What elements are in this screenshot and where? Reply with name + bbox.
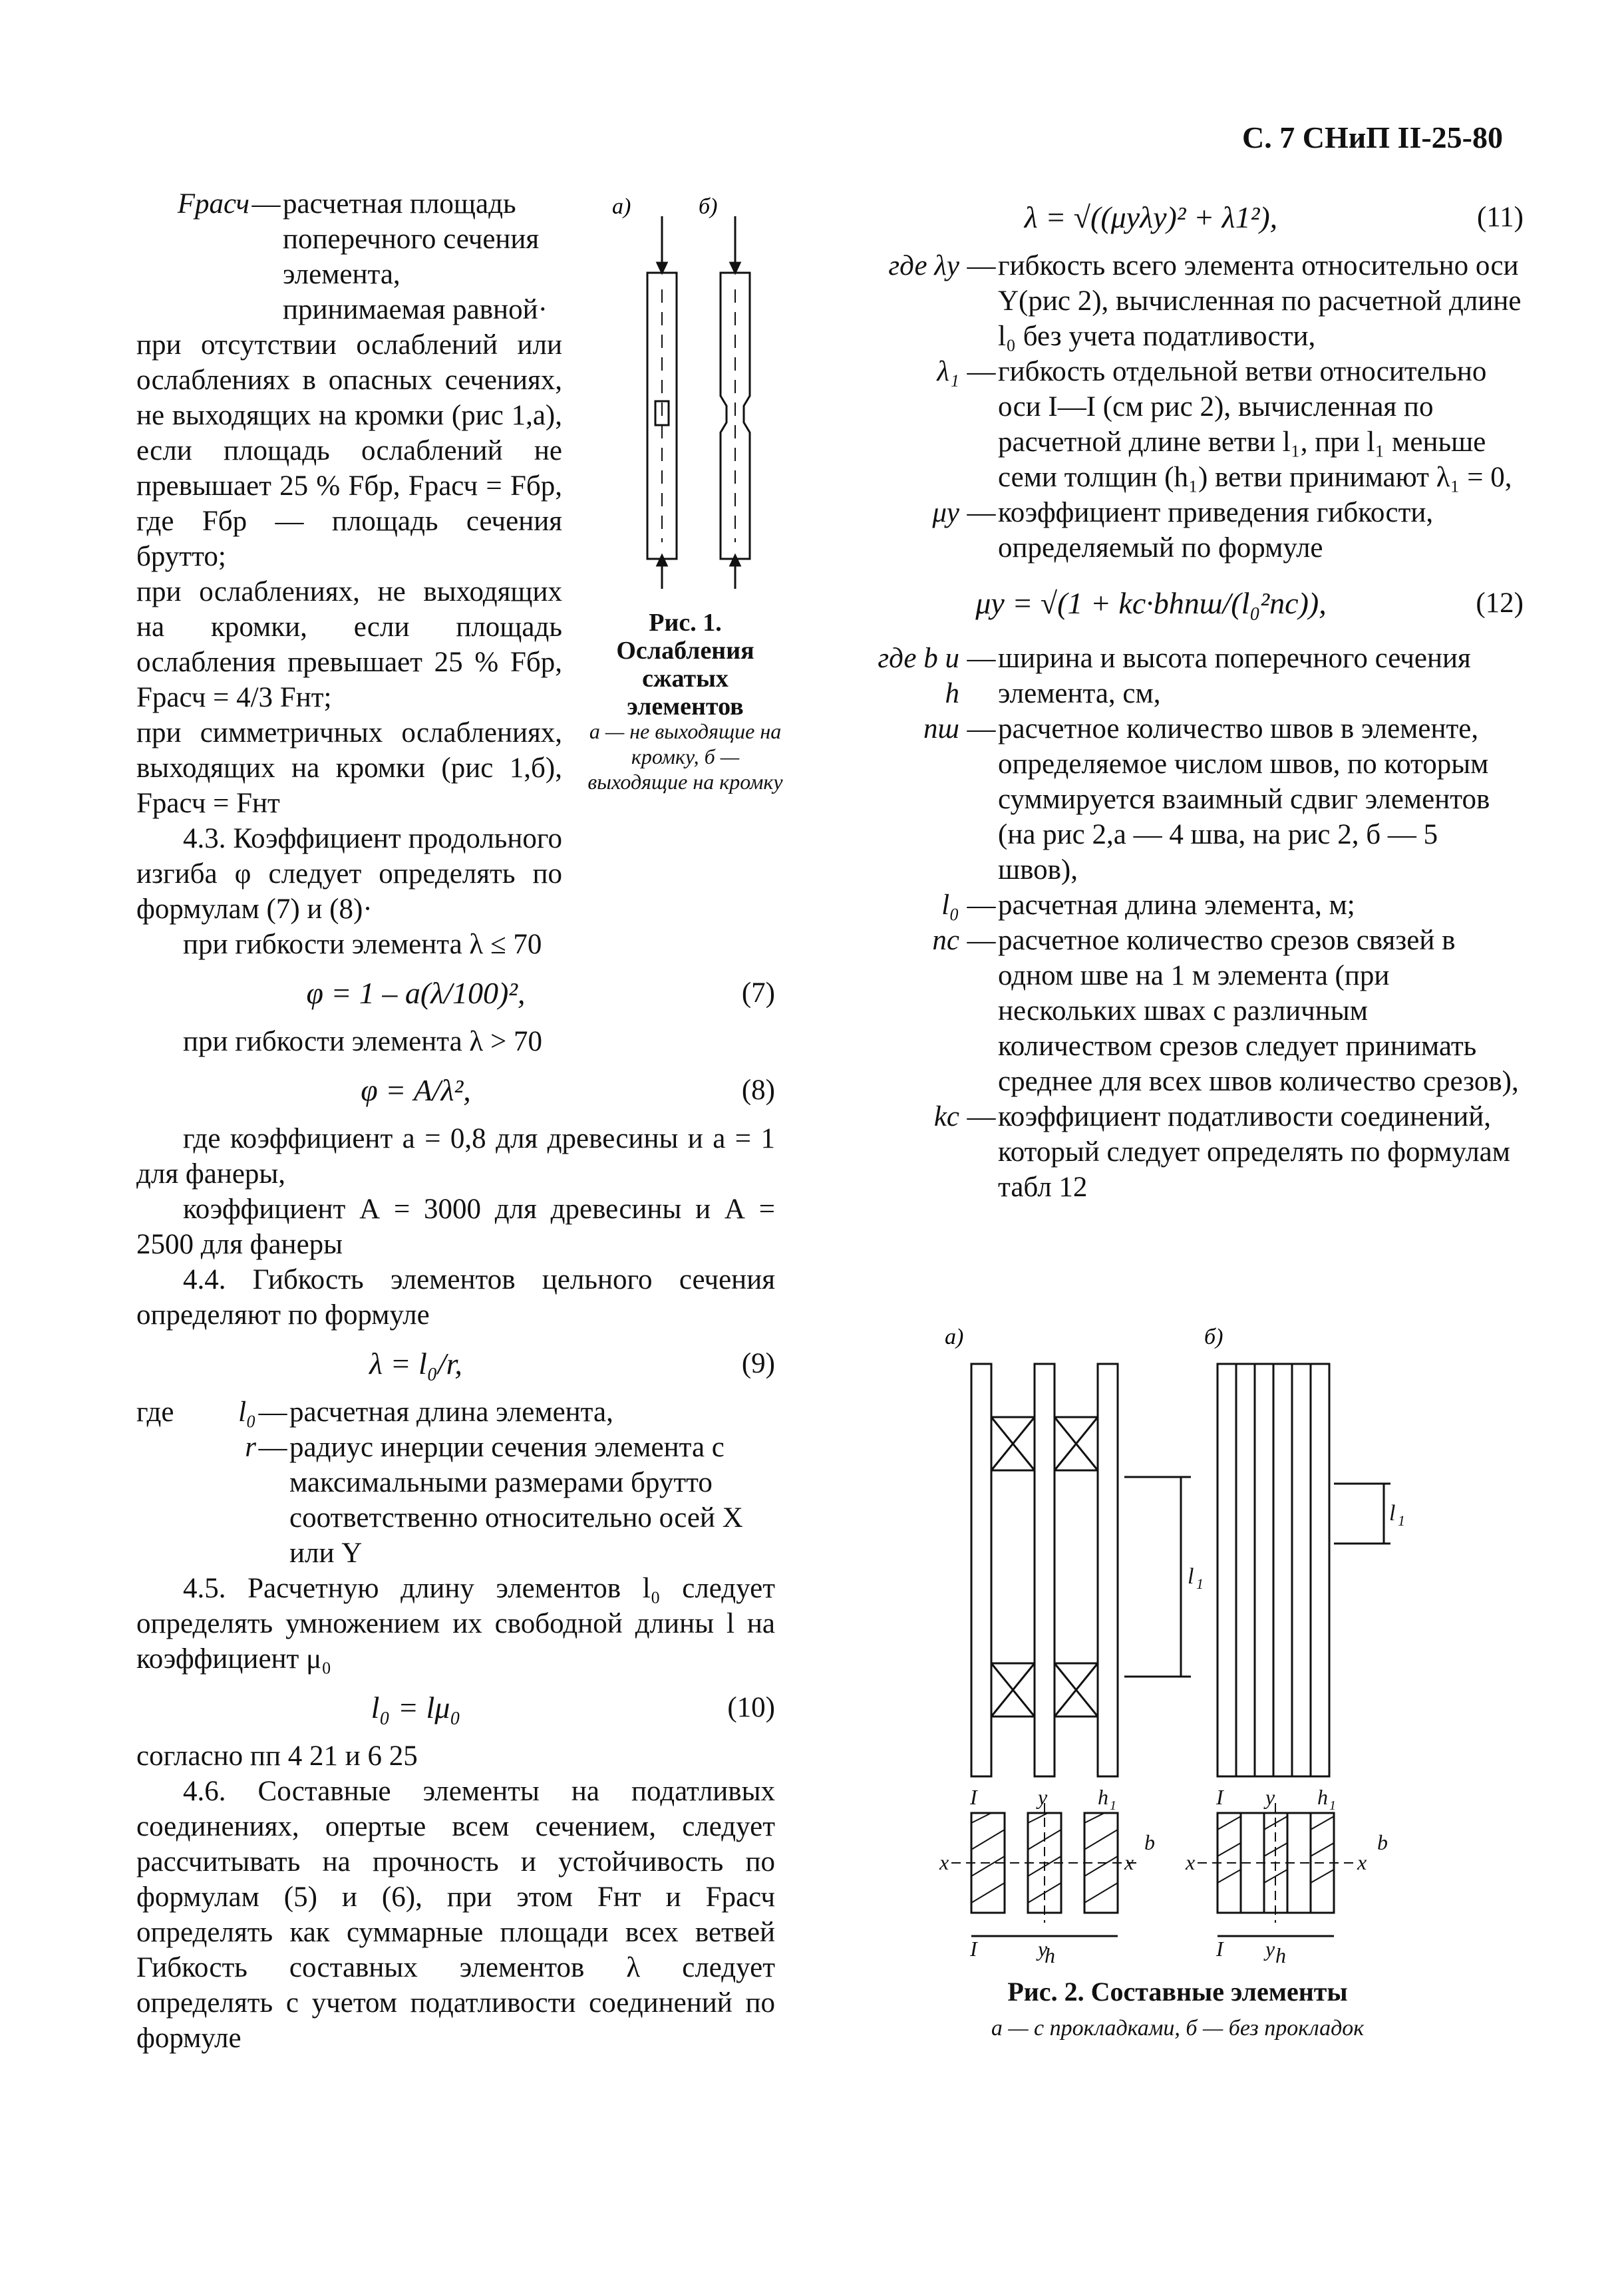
svg-text:y: y [1265,1937,1275,1961]
formula-8 [136,1072,775,1108]
formula-7 [136,975,775,1011]
formula-9 [136,1346,775,1381]
paragraph: коэффициент А = 3000 для древесины и А = 2500 для фанеры [136,1194,775,1260]
formula-expression: φ = 1 – a(λ/100)², [306,976,526,1010]
svg-text:I: I [1216,1785,1223,1809]
formula-10 [136,1690,775,1725]
paragraph: при ослаблениях, не выходящих на кромки, если площадь ослабления превышает 25 % Fбр, Fрасч = 4/3 Fнт; [136,576,562,713]
formula-number: (11) [1476,202,1524,233]
definition-n-c: nc — расчетное количество срезов связей в одном шве на 1 м элемента (при нескольких швах с различным количеством срезов следует принимать среднее для всех швов количество срезов), [858,923,1524,1099]
fig2-label-a: а) [945,1325,964,1349]
svg-text:I: I [1216,1937,1223,1961]
definition-mu-y: μy — коэффициент приведения гибкости, определяемый по формуле [858,495,1524,566]
svg-text:h: h [1045,1943,1055,1963]
right-column [858,200,1524,1205]
paragraph: при симметричных ослаблениях, выходящих на кромки (рис 1,б), Fрасч = Fнт [136,717,562,819]
paragraph: согласно пп 4 21 и 6 25 [136,1740,418,1772]
def-text: радиус инерции сечения элемента с максимальными размерами брутто соответственно относительно осей X или Y [289,1432,743,1569]
formula-expression: λ = l₀/r, [369,1347,462,1381]
figure-2 [925,1324,1430,2275]
def-text: гибкость отдельной ветви относительно оси I—I (см рис 2), вычисленная по расчетной длине ветви l₁, при l₁ меньше семи толщин (h₁) ветви принимают λ₁ = 0, [998,356,1512,493]
definition-l0: l₀ — расчетная длина элемента, м; [858,888,1524,923]
svg-text:x: x [939,1850,949,1874]
formula-expression: μy = √(1 + kc·bhnш/(l₀²nc)), [975,586,1327,620]
svg-text:h: h [1317,1785,1328,1809]
formula-number: (7) [741,977,775,1009]
definition-b-h: где b и h — ширина и высота поперечного сечения элемента, см, [858,641,1524,711]
def-text: расчетная площадь поперечного сечения элемента, принимаемая равной· [283,188,548,325]
def-text: коэффициент податливости соединений, который следует определять по формулам табл 12 [998,1101,1510,1203]
definition-l0: где l₀ — расчетная длина элемента, [136,1394,775,1430]
def-text: гибкость всего элемента относительно оси Y(рис 2), вычисленная по расчетной длине l₀ без учета податливости, [998,250,1522,352]
paragraph-4-5: 4.5. Расчетную длину элементов l₀ следует определять умножением их свободной длины l на коэффициент μ₀ [136,1573,775,1675]
svg-text:h: h [1098,1785,1108,1809]
svg-text:l: l [1389,1501,1396,1526]
def-text: расчетное количество швов в элементе, определяемое числом швов, по которым суммируется взаимный сдвиг элементов (на рис 2,а — 4 шва, на рис 2, б — 5 швов), [998,713,1490,886]
fig1-label-b: б) [699,194,718,219]
svg-text:x: x [1357,1850,1367,1874]
fig1-label-a: а) [612,194,631,219]
paragraph-4-6: 4.6. Составные элементы на податливых соединениях, опертые всем сечением, следует рассчитывать на прочность и устойчивость по формулам (5) и (6), при этом Fнт и Fрасч определять как суммарные площади всех ветвей Гибкость составных элементов λ следует определять с учетом податливости соединений по формуле [136,1776,775,2054]
def-symbol: Fрасч [177,188,249,220]
figure-2-caption: Рис. 2. Составные элементы [1007,1977,1348,2007]
svg-text:l: l [1188,1564,1194,1589]
svg-text:x: x [1186,1850,1196,1874]
def-text: ширина и высота поперечного сечения элемента, см, [998,643,1471,709]
svg-text:y: y [1265,1785,1275,1809]
figure-2-subcaption: а — с прокладками, б — без прокладок [991,2016,1365,2041]
svg-text:I: I [970,1785,977,1809]
figure-1-drawing [599,190,778,602]
definition-lambda-1: λ₁ — гибкость отдельной ветви относительно оси I—I (см рис 2), вычисленная по расчетной длине ветви l₁, при l₁ меньше семи толщин (h₁) ветви принимают λ₁ = 0, [858,354,1524,495]
paragraph: при отсутствии ослаблений или ослаблениях в опасных сечениях, не выходящих на кромки (рис 1,а), если площадь ослаблений не превышает 25 % Fбр, Fрасч = Fбр, где Fбр — площадь сечения брутто; [136,329,562,572]
formula-expression: φ = A/λ², [361,1073,471,1107]
formula-expression: l₀ = lμ₀ [371,1691,461,1724]
paragraph: при гибкости элемента λ > 70 [183,1026,542,1057]
svg-text:1: 1 [1329,1798,1336,1813]
svg-text:1: 1 [1196,1575,1204,1592]
svg-text:1: 1 [1398,1512,1405,1529]
formula-11 [858,200,1524,235]
svg-text:b: b [1377,1830,1388,1854]
paragraph-4-3: 4.3. Коэффициент продольного изгиба φ следует определять по формулам (7) и (8)· [136,823,562,925]
formula-number: (9) [741,1348,775,1379]
svg-text:b: b [1144,1830,1155,1854]
svg-text:h: h [1275,1943,1286,1963]
figure-1-caption: Рис. 1. Ослабления сжатых элементов [616,609,754,721]
formula-number: (8) [741,1074,775,1106]
definition-lambda-y: где λy — гибкость всего элемента относительно оси Y(рис 2), вычисленная по расчетной длине l₀ без учета податливости, [858,248,1524,354]
svg-text:y: y [1038,1785,1048,1809]
figure-1 [599,190,778,605]
svg-text:x: x [1124,1850,1134,1874]
paragraph: при гибкости элемента λ ≤ 70 [183,929,542,960]
paragraph: где коэффициент а = 0,8 для древесины и а = 1 для фанеры, [136,1123,775,1190]
def-text: коэффициент приведения гибкости, определяемый по формуле [998,497,1434,564]
fig2-label-b: б) [1204,1325,1223,1349]
definition-f-rasch: Fрасч — расчетная площадь поперечного сечения элемента, принимаемая равной· [136,186,775,327]
def-text: расчетная длина элемента, м; [998,890,1355,921]
svg-text:1: 1 [1110,1798,1116,1813]
formula-number: (12) [1476,587,1524,619]
paragraph-4-4: 4.4. Гибкость элементов цельного сечения определяют по формуле [136,1264,775,1331]
definition-k-c: kc — коэффициент податливости соединений, который следует определять по формулам табл 12 [858,1099,1524,1205]
figure-2-drawing [925,1324,1430,1963]
page-header: С. 7 СНиП II-25-80 [1242,120,1503,154]
def-text: расчетное количество срезов связей в одном шве на 1 м элемента (при нескольких швах с различным количеством срезов следует принимать среднее для всех швов количество срезов), [998,925,1519,1097]
definition-r: r — радиус инерции сечения элемента с максимальными размерами брутто соответственно относительно осей X или Y [136,1430,775,1571]
def-text: расчетная длина элемента, [289,1396,613,1428]
formula-number: (10) [727,1692,775,1723]
formula-expression: λ = √((μyλy)² + λ1²), [1024,200,1278,234]
svg-text:I: I [970,1937,977,1961]
formula-12 [858,585,1524,621]
definition-n-sh: nш — расчетное количество швов в элементе, определяемое числом швов, по которым суммируется взаимный сдвиг элементов (на рис 2,а — 4 шва, на рис 2, б — 5 швов), [858,711,1524,888]
svg-text:y: y [1038,1937,1048,1961]
figure-1-subcaption: а — не выходящие на кромку, б — выходящие на кромку [587,719,783,794]
